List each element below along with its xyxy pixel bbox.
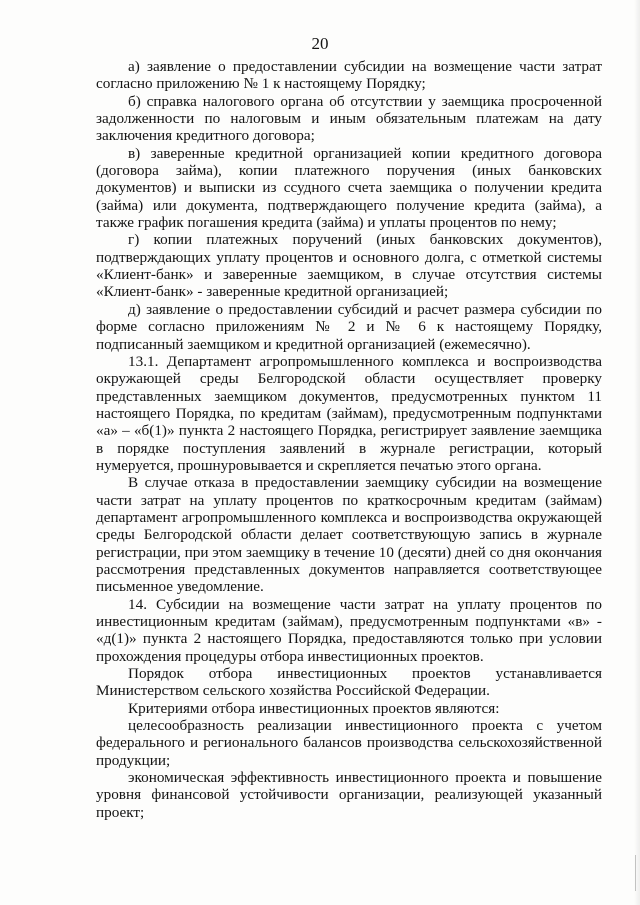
paragraph-criteria-heading: Критериями отбора инвестиционных проектов являются: <box>128 699 500 717</box>
page-number: 20 <box>311 34 329 53</box>
paragraph-criterion-efficiency: экономическая эффективность инвестиционного проекта и повышение уровня финансовой устойчивости организации, реализующей указанный проект; <box>96 769 602 821</box>
document-body <box>96 58 602 821</box>
scan-mark <box>635 855 636 891</box>
paragraph-subitem-v: в) заверенные кредитной организацией копии кредитного договора (договора займа), копии платежного поручения (иных банковских документов) и выписки из ссудного счета заемщика о получении кредита (займа) или документа, подтверждающего получение кредита (займа), а также график погашения кредита (займа) и уплаты процентов по нему; <box>96 144 602 232</box>
paragraph-section-13-1: 13.1. Департамент агропромышленного комплекса и воспроизводства окружающей среды Белгородской области осуществляет проверку представленных заемщиком документов, предусмотренных пунктом 11 настоящего Порядка, по кредитам (займам), предусмотренным подпунктами «а» – «б(1)» пункта 2 настоящего Порядка, регистрирует заявление заемщика в порядке поступления заявлений в журнале регистрации, который нумеруется, прошнуровывается и скрепляется печатью этого органа. <box>96 352 602 474</box>
paragraph-selection-procedure: Порядок отбора инвестиционных проектов устанавливается Министерством сельского хозяйства Российской Федерации. <box>96 665 602 700</box>
scan-shadow-edge <box>634 0 640 905</box>
paragraph-subitem-g: г) копии платежных поручений (иных банковских документов), подтверждающих уплату процентов и основного долга, с отметкой системы «Клиент-банк» и заверенные заемщиком, в случае отсутствия системы «Клиент-банк» - заверенные кредитной организацией; <box>96 231 602 301</box>
paragraph-criterion-feasibility: целесообразность реализации инвестиционного проекта с учетом федерального и регионального балансов производства сельскохозяйственной продукции; <box>96 717 602 769</box>
paragraph-subitem-d: д) заявление о предоставлении субсидий и расчет размера субсидии по форме согласно приложениям № 2 и № 6 к настоящему Порядку, подписанный заемщиком и кредитной организацией (ежемесячно). <box>96 300 602 353</box>
paragraph-subitem-a: а) заявление о предоставлении субсидии на возмещение части затрат согласно приложению № 1 к настоящему Порядку; <box>96 58 602 93</box>
paragraph-section-14: 14. Субсидии на возмещение части затрат на уплату процентов по инвестиционным кредитам (займам), предусмотренным подпунктами «в» - «д(1)» пункта 2 настоящего Порядка, предоставляются только при условии прохождения процедуры отбора инвестиционных проектов. <box>96 595 602 665</box>
paragraph-refusal-case: В случае отказа в предоставлении заемщику субсидии на возмещение части затрат на уплату процентов по краткосрочным кредитам (займам) департамент агропромышленного комплекса и воспроизводства окружающей среды Белгородской области делает соответствующую запись в журнале регистрации, при этом заемщику в течение 10 (десяти) дней со дня окончания рассмотрения представленных документов направляется соответствующее письменное уведомление. <box>96 474 602 596</box>
paragraph-subitem-b: б) справка налогового органа об отсутствии у заемщика просроченной задолженности по налоговым и иным обязательным платежам на дату заключения кредитного договора; <box>96 92 602 145</box>
